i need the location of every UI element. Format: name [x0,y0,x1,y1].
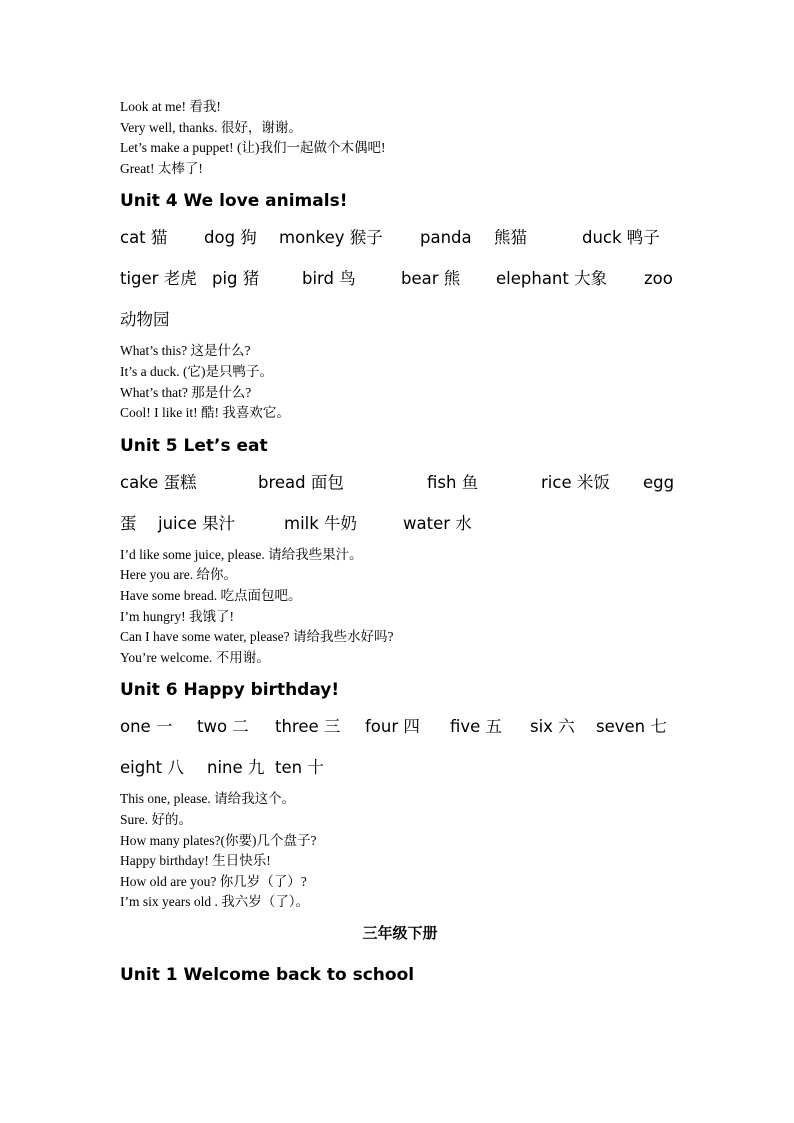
sentence-line: Happy birthday! 生日快乐! [120,853,271,869]
sentence-line: I’d like some juice, please. 请给我些果汁。 [120,546,363,562]
vocab-word: water 水 [403,513,472,533]
unit4-sentences [120,341,680,423]
vocab-word: seven 七 [596,717,667,737]
document-page [120,97,680,987]
vocab-word: rice 米饭 [541,472,610,492]
sentence-line: Very well, thanks. 很好，谢谢。 [120,119,302,135]
unit5-sentences [120,545,680,669]
sentence-line: How many plates?(你要)几个盘子? [120,832,317,848]
unit5-vocabulary [120,462,680,544]
vocab-row [120,462,680,503]
vocab-row [120,706,680,747]
vocab-word: fish 鱼 [427,472,479,492]
vocab-word: tiger 老虎 [120,269,197,289]
vocab-word: bear 熊 [401,269,461,289]
vocab-word: 动物园 [120,310,170,330]
vocab-row [120,299,680,340]
vocab-word: egg [643,472,675,492]
vocab-word: pig 猪 [212,269,260,289]
sentence-line: What’s that? 那是什么? [120,384,252,400]
sentence-line: I’m hungry! 我饿了! [120,608,234,624]
sentence-line: Can I have some water, please? 请给我些水好吗? [120,629,394,645]
vocab-word: four 四 [365,717,420,737]
vocab-word: 熊猫 [494,228,527,248]
unit6-sentences [120,789,680,913]
unit3-sentences [120,97,680,179]
sentence-line: I’m six years old . 我六岁（了）。 [120,894,309,910]
vocab-word: monkey 猴子 [279,228,383,248]
vocab-row [120,217,680,258]
unit5-title: Unit 5 Let’s eat [120,435,268,456]
vocab-word: panda [420,228,472,248]
vocab-word: duck 鸭子 [582,228,660,248]
sentence-line: Here you are. 给你。 [120,567,237,583]
vocab-word: five 五 [450,717,503,737]
vocab-row [120,747,680,788]
vocab-word: 蛋 [120,513,137,533]
vocab-word: juice 果汁 [158,513,236,533]
vocab-word: ten 十 [275,758,324,778]
unit4-vocabulary [120,217,680,340]
vocab-word: eight 八 [120,758,184,778]
sentence-line: Have some bread. 吃点面包吧。 [120,587,302,603]
vocab-row [120,258,680,299]
sentence-line: You’re welcome. 不用谢。 [120,649,270,665]
vocab-word: milk 牛奶 [284,513,358,533]
vocab-word: bird 鸟 [302,269,356,289]
vocab-word: elephant 大象 [496,269,608,289]
sentence-line: Great! 太棒了! [120,160,203,176]
sentence-line: This one, please. 请给我这个。 [120,791,296,807]
sentence-line: What’s this? 这是什么? [120,343,251,359]
sentence-line: Let’s make a puppet! (让)我们一起做个木偶吧! [120,140,386,156]
vocab-row [120,503,680,544]
next-unit-title: Unit 1 Welcome back to school [120,964,415,985]
vocab-word: nine 九 [207,758,265,778]
sentence-line: Sure. 好的。 [120,811,192,827]
vocab-word: cake 蛋糕 [120,472,197,492]
vocab-word: three 三 [275,717,341,737]
sentence-line: It’s a duck. (它)是只鸭子。 [120,363,273,379]
vocab-word: dog 狗 [204,228,257,248]
sentence-line: Look at me! 看我! [120,99,221,114]
vocab-word: zoo [644,269,673,289]
unit6-title: Unit 6 Happy birthday! [120,680,340,701]
sentence-line: How old are you? 你几岁（了）? [120,873,307,889]
vocab-word: six 六 [530,717,575,737]
vocab-word: one 一 [120,717,173,737]
section-heading: 三年级下册 [362,923,438,942]
unit6-vocabulary [120,706,680,788]
sentence-line: Cool! I like it! 酷! 我喜欢它。 [120,405,290,421]
vocab-word: bread 面包 [258,472,344,492]
vocab-word: two 二 [197,717,249,737]
unit4-title: Unit 4 We love animals! [120,191,348,212]
vocab-word: cat 猫 [120,228,168,248]
